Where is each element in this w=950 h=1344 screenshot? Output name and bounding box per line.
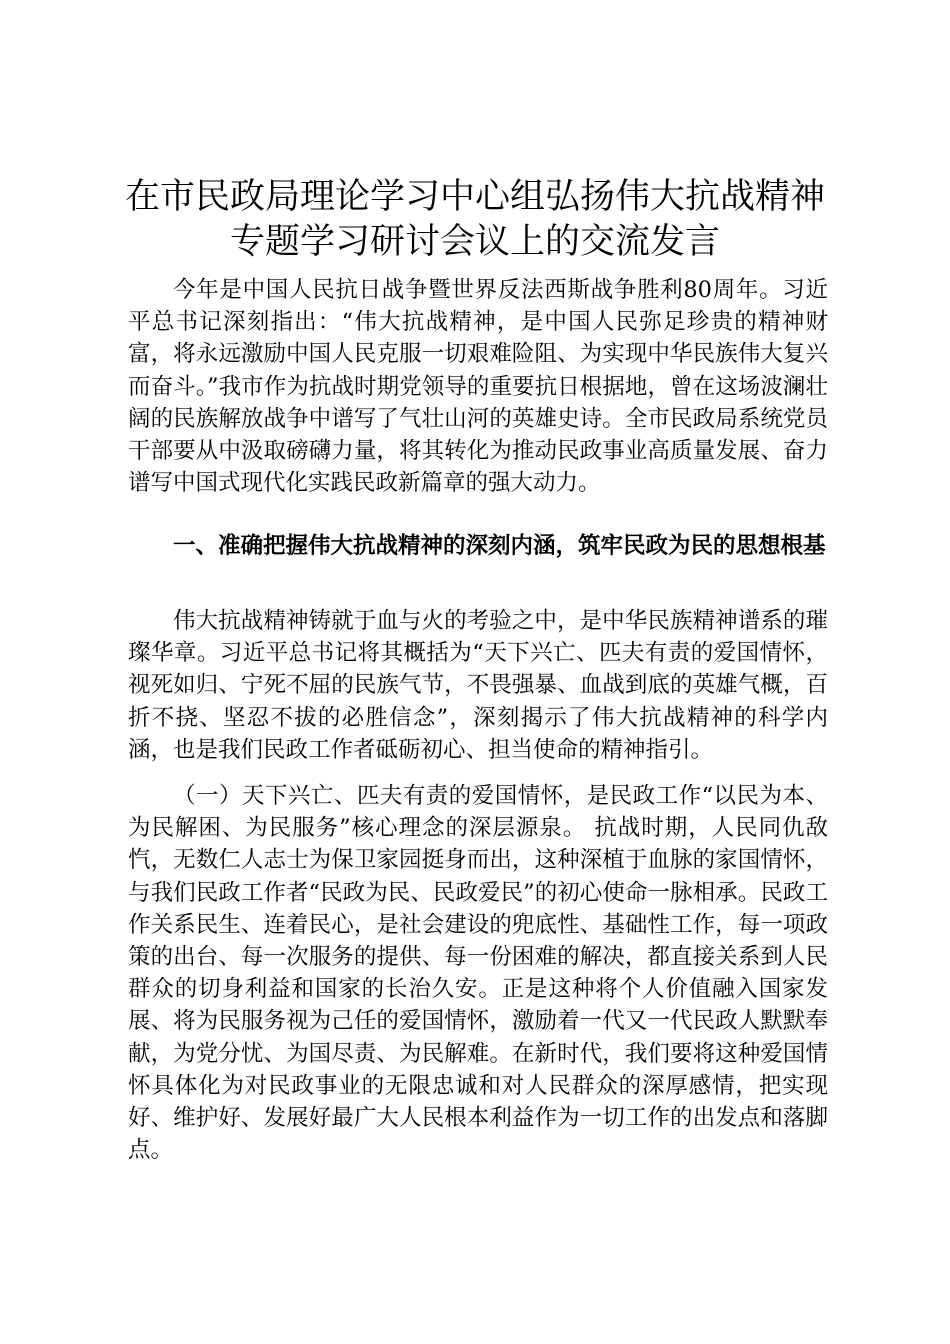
- section-1-heading: 一、准确把握伟大抗战精神的深刻内涵，筑牢民政为民的思想根基: [173, 533, 826, 559]
- document-title-line-1: 在市民政局理论学习中心组弘扬伟大抗战精神: [124, 177, 825, 217]
- subsection-1-paragraph: （一）天下兴亡、匹夫有责的爱国情怀，是民政工作“以民为本、为民解困、为民服务”核心理念的深层源泉。 抗战时期，人民同仇敌忾，无数仁人志士为保卫家园挺身而出，这种深植于血脉的家国情怀，与我们民政工作者“民政为民、民政爱民”的初心使命一脉相承。民政工作关系民生、连着民心，是社会建设的兜底性、基础性工作，每一项政策的出台、每一次服务的提供、每一份困难的解决，都直接关系到人民群众的切身利益和国家的长治久安。正是这种将个人价值融入国家发展、将为民服务视为己任的爱国情怀，激励着一代又一代民政人默默奉献，为党分忧、为国尽责、为民解难。在新时代，我们要将这种爱国情怀具体化为对民政事业的无限忠诚和对人民群众的深厚感情，把实现好、维护好、发展好最广大人民根本利益作为一切工作的出发点和落脚点。: [128, 783, 828, 1164]
- section-1-paragraph: 伟大抗战精神铸就于血与火的考验之中，是中华民族精神谱系的璀璨华章。习近平总书记将其概括为“天下兴亡、匹夫有责的爱国情怀，视死如归、宁死不屈的民族气节，不畏强暴、血战到底的英雄气概，百折不挠、坚忍不拔的必胜信念”，深刻揭示了伟大抗战精神的科学内涵，也是我们民政工作者砥砺初心、担当使命的精神指引。: [128, 608, 828, 763]
- intro-paragraph: 今年是中国人民抗日战争暨世界反法西斯战争胜利80周年。习近平总书记深刻指出：“伟大抗战精神，是中国人民弥足珍贵的精神财富，将永远激励中国人民克服一切艰难险阻、为实现中华民族伟大复兴而奋斗。”我市作为抗战时期党领导的重要抗日根据地，曾在这场波澜壮阔的民族解放战争中谱写了气壮山河的英雄史诗。全市民政局系统党员干部要从中汲取磅礴力量，将其转化为推动民政事业高质量发展、奋力谱写中国式现代化实践民政新篇章的强大动力。: [128, 277, 828, 497]
- document-title-line-2: 专题学习研讨会议上的交流发言: [229, 222, 720, 262]
